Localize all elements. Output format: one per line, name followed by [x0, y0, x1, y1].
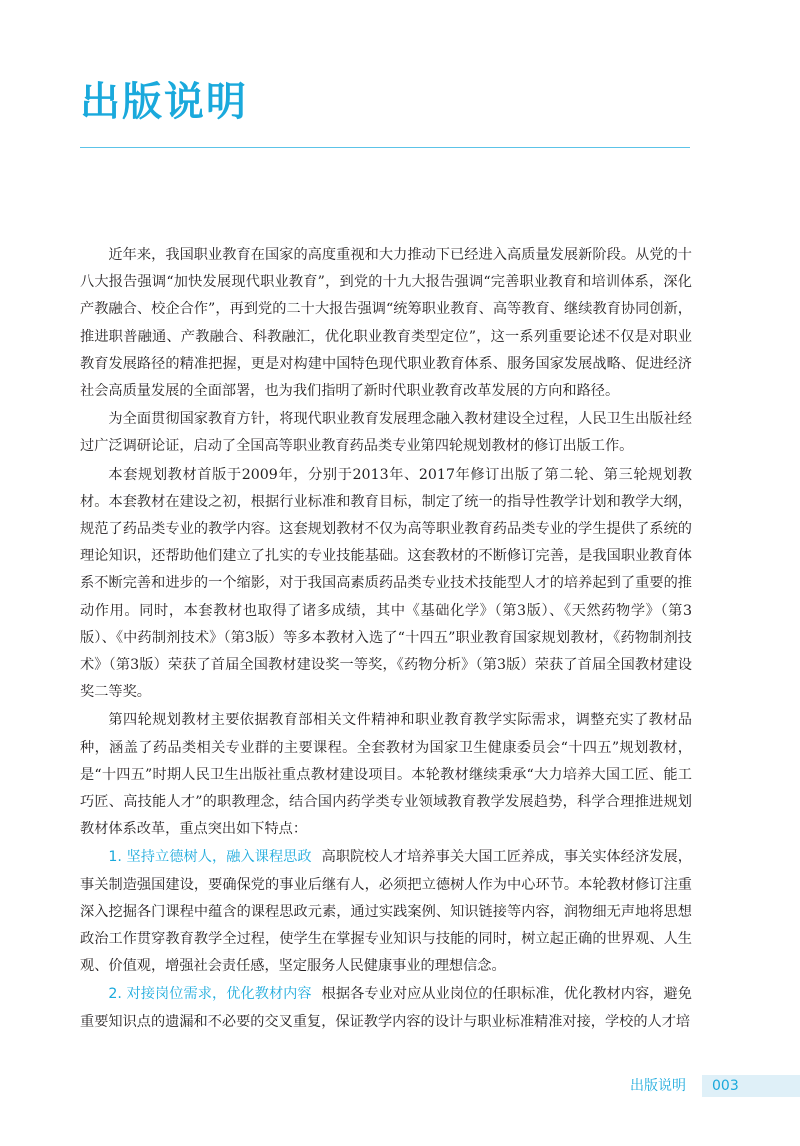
paragraph: 为全面贯彻国家教育方针，将现代职业教育发展理念融入教材建设全过程，人民卫生出版社经过广泛调研论证，启动了全国高等职业教育药品类专业第四轮规划教材的修订出版工作。 [80, 411, 692, 455]
title-divider [80, 147, 690, 148]
footer-page-tab [702, 1075, 800, 1097]
page-number: 003 [712, 1078, 739, 1094]
feature-text: 高职院校人才培养事关大国工匠养成，事关实体经济发展，事关制造强国建设，要确保党的事业后继有人，必须把立德树人作为中心环节。本轮教材修订注重深入挖掘各门课程中蕴含的课程思政元素，通过实践案例、知识链接等内容，润物细无声地将思想政治工作贯穿教育教学全过程，使学生在掌握专业知识与技能的同时，树立起正确的世界观、人生观、价值观，增强社会责任感，坚定服务人民健康事业的理想信念。 [80, 849, 692, 975]
feature-paragraph [80, 981, 692, 1035]
footer-section-label: 出版说明 [630, 1078, 686, 1094]
feature-text: 根据各专业对应从业岗位的任职标准，优化教材内容，避免重要知识点的遗漏和不必要的交叉重复，保证教学内容的设计与职业标准精准对接，学校的人才培 [80, 986, 692, 1030]
paragraph: 第四轮规划教材主要依据教育部相关文件精神和职业教育教学实际需求，调整充实了教材品种，涵盖了药品类相关专业群的主要课程。全套教材为国家卫生健康委员会“十四五”规划教材，是“十四五”时期人民卫生出版社重点教材建设项目。本轮教材继续秉承“大力培养大国工匠、能工巧匠、高技能人才”的职教理念，结合国内药学类专业领域教育教学发展趋势，科学合理推进规划教材体系改革，重点突出如下特点： [80, 712, 692, 838]
paragraph: 本套规划教材首版于2009年，分别于2013年、2017年修订出版了第二轮、第三轮规划教材。本套教材在建设之初，根据行业标准和教育目标，制定了统一的指导性教学计划和教学大纲，规范了药品类专业的教学内容。这套规划教材不仅为高等职业教育药品类专业的学生提供了系统的理论知识，还帮助他们建立了扎实的专业技能基础。这套教材的不断修订完善，是我国职业教育体系不断完善和进步的一个缩影，对于我国高素质药品类专业技术技能型人才的培养起到了重要的推动作用。同时，本套教材也取得了诸多成绩，其中《基础化学》（第3版）、《天然药物学》（第3版）、《中药制剂技术》（第3版）等多本教材入选了“十四五”职业教育国家规划教材，《药物制剂技术》（第3版）荣获了首届全国教材建设奖一等奖，《药物分析》（第3版）荣获了首届全国教材建设奖二等奖。 [80, 466, 692, 701]
body-text [80, 242, 692, 1037]
page-title: 出版说明 [80, 79, 248, 125]
feature-heading: 2. 对接岗位需求，优化教材内容 [108, 986, 312, 1003]
feature-paragraph [80, 844, 692, 980]
paragraph: 近年来，我国职业教育在国家的高度重视和大力推动下已经进入高质量发展新阶段。从党的十八大报告强调“加快发展现代职业教育”，到党的十九大报告强调“完善职业教育和培训体系，深化产教融合、校企合作”，再到党的二十大报告强调“统筹职业教育、高等教育、继续教育协同创新，推进职普融通、产教融合、科教融汇，优化职业教育类型定位”，这一系列重要论述不仅是对职业教育发展路径的精准把握，更是对构建中国特色现代职业教育体系、服务国家发展战略、促进经济社会高质量发展的全面部署，也为我们指明了新时代职业教育改革发展的方向和路径。 [80, 247, 692, 400]
feature-heading: 1. 坚持立德树人，融入课程思政 [108, 849, 312, 866]
